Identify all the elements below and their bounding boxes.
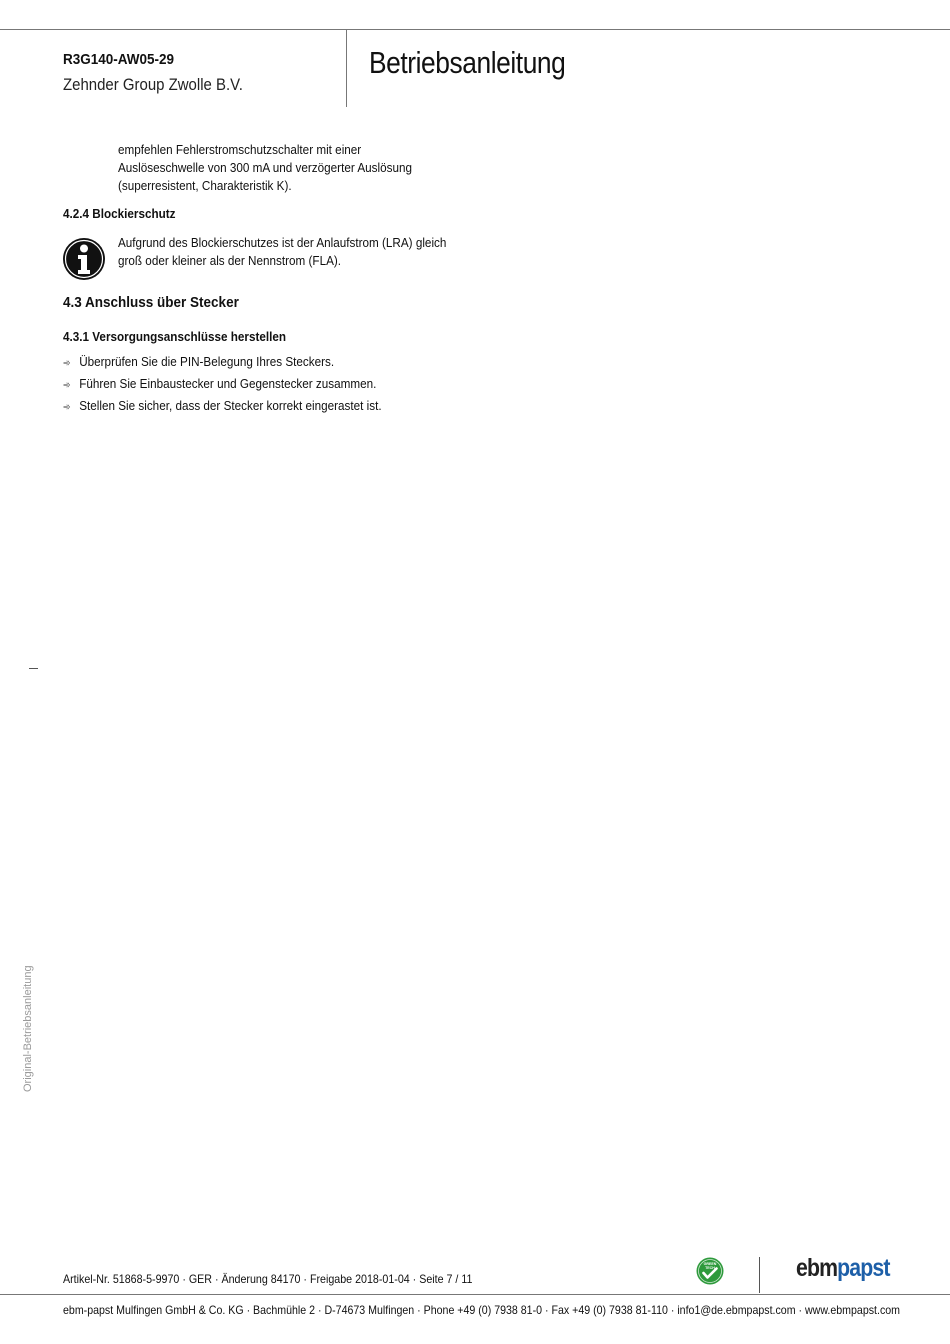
greentech-check-icon [696, 1257, 724, 1285]
footer-divider [759, 1257, 760, 1293]
arrow-right-icon: ➾ [63, 380, 71, 391]
step-text: Überprüfen Sie die PIN-Belegung Ihres Steckers. [79, 354, 335, 369]
document-title: Betriebsanleitung [369, 45, 566, 80]
badge-text: TECH [705, 1266, 715, 1270]
intro-line: empfehlen Fehlerstromschutzschalter mit einer [118, 142, 362, 157]
section-heading-blockierschutz: 4.2.4 Blockierschutz [63, 206, 176, 221]
logo-ebm: ebm [796, 1254, 838, 1282]
info-note [118, 234, 446, 270]
footer-rule [0, 1294, 950, 1295]
ebmpapst-logo [796, 1254, 890, 1283]
arrow-right-icon: ➾ [63, 402, 71, 413]
footer-article-info: Artikel-Nr. 51868-5-9970 · GER · Änderung 84170 · Freigabe 2018-01-04 · Seite 7 / 11 [63, 1272, 473, 1286]
margin-fold-mark [29, 668, 38, 669]
intro-paragraph [118, 141, 412, 195]
intro-line: (superresistent, Charakteristik K). [118, 178, 292, 193]
section-heading-versorgung: 4.3.1 Versorgungsanschlüsse herstellen [63, 329, 287, 344]
info-line: groß oder kleiner als der Nennstrom (FLA). [118, 253, 342, 268]
list-item [63, 354, 334, 369]
header-top-rule [0, 29, 950, 30]
list-item [63, 376, 376, 391]
side-label: Original-Betriebsanleitung [22, 965, 34, 1092]
arrow-right-icon: ➾ [63, 358, 71, 369]
step-text: Stellen Sie sicher, dass der Stecker korrekt eingerastet ist. [79, 398, 382, 413]
section-heading-anschluss: 4.3 Anschluss über Stecker [63, 294, 239, 311]
list-item [63, 398, 382, 413]
step-text: Führen Sie Einbaustecker und Gegenstecker zusammen. [79, 376, 377, 391]
header-divider [346, 30, 347, 107]
info-icon [62, 237, 106, 281]
footer-address: ebm-papst Mulfingen GmbH & Co. KG · Bachmühle 2 · D-74673 Mulfingen · Phone +49 (0) 7938 81-0 · Fax +49 (0) 7938 81-110 · info1@de.ebmpapst.com · www.ebmpapst.com [63, 1303, 901, 1317]
logo-papst: papst [837, 1254, 890, 1282]
company-name: Zehnder Group Zwolle B.V. [63, 75, 243, 94]
intro-line: Auslöseschwelle von 300 mA und verzögerter Auslösung [118, 160, 412, 175]
model-number: R3G140-AW05-29 [63, 51, 175, 68]
info-line: Aufgrund des Blockierschutzes ist der Anlaufstrom (LRA) gleich [118, 235, 447, 250]
badge-text: GREEN [703, 1262, 717, 1266]
